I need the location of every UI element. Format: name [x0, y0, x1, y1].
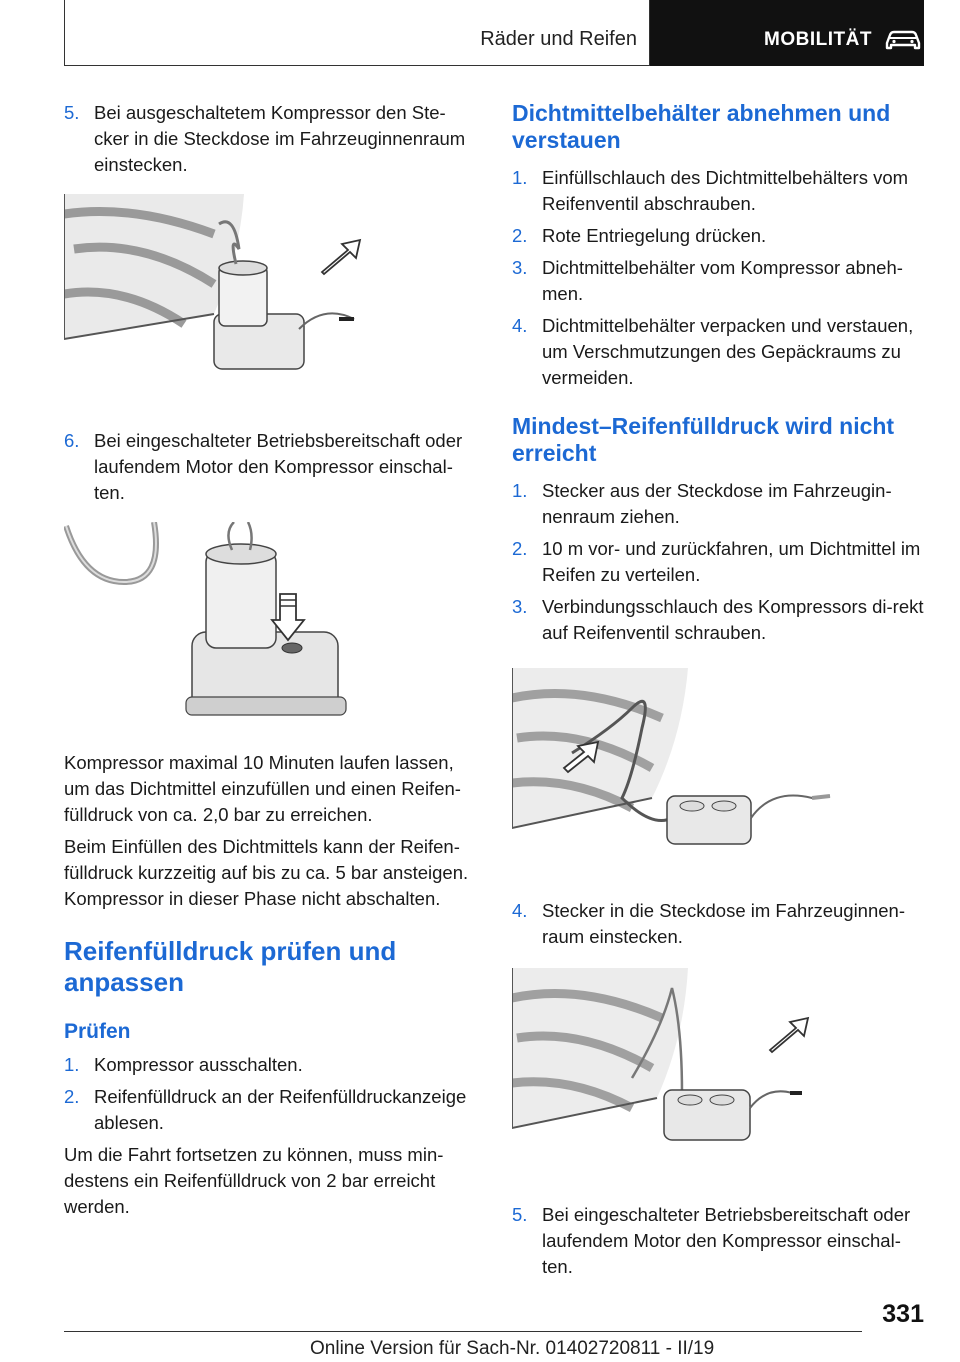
illustration-compressor-plug: [64, 194, 478, 394]
paragraph-run-compressor: Kompressor maximal 10 Minuten laufen lassen, um das Dichtmittel einzufüllen und einen Reifen‐fülldruck von ca. 2,0 bar zu erreichen.: [64, 752, 461, 825]
heading-check-pressure: Reifenfülldruck prüfen und anpassen: [64, 936, 397, 997]
step-text: 10 m vor- und zurückfahren, um Dichtmittel im Reifen zu verteilen.: [542, 538, 921, 585]
step-text: Reifenfülldruck an der Reifenfülldruckanzeige ablesen.: [94, 1086, 467, 1133]
check-step-2: [64, 1084, 478, 1136]
step-number: 1.: [64, 1054, 80, 1075]
step-number: 2.: [512, 538, 528, 559]
step-text: Stecker aus der Steckdose im Fahrzeugin‐nenraum ziehen.: [542, 480, 892, 527]
step-number: 5.: [512, 1204, 528, 1225]
left-column: [64, 100, 478, 1220]
step-text: Rote Entriegelung drücken.: [542, 225, 767, 246]
step-number: 3.: [512, 257, 528, 278]
heading-minimum-pressure-not-reached: Mindest–Reifenfülldruck wird nicht erreicht: [512, 413, 895, 466]
section-tab: [64, 0, 650, 66]
paragraph-minimum-pressure: Um die Fahrt fortsetzen zu können, muss min‐destens ein Reifenfülldruck von 2 bar erreicht werden.: [64, 1144, 444, 1217]
step-number: 6.: [64, 430, 80, 451]
min-step-4: [512, 898, 926, 950]
step-number: 2.: [512, 225, 528, 246]
illustration-hose-to-valve: [512, 668, 926, 868]
step-text: Bei eingeschalteter Betriebsbereitschaft oder laufendem Motor den Kompressor einschal‐ten.: [94, 430, 463, 503]
step-number: 5.: [64, 102, 80, 123]
remove-step-1: [512, 165, 926, 217]
step-text: Verbindungsschlauch des Kompressors di‐rekt auf Reifenventil schrauben.: [542, 596, 924, 643]
footer-text: Online Version für Sach-Nr. 01402720811 - II/19: [310, 1338, 715, 1359]
step-number: 1.: [512, 480, 528, 501]
step-text: Stecker in die Steckdose im Fahrzeuginnen‐raum einstecken.: [542, 900, 905, 947]
step-text: Dichtmittelbehälter vom Kompressor abneh‐men.: [542, 257, 903, 304]
car-icon: [884, 29, 922, 51]
heading-remove-container: Dichtmittelbehälter abnehmen und verstauen: [512, 100, 891, 153]
paragraph-pressure-rise: Beim Einfüllen des Dichtmittels kann der Reifen‐fülldruck kurzzeitig auf bis zu ca. 5 bar ansteigen. Kompressor in dieser Phase nicht abschalten.: [64, 836, 469, 909]
section-title: Räder und Reifen: [480, 28, 637, 50]
illustration-plug-socket: [512, 968, 926, 1168]
illustration-compressor-switch: [64, 522, 478, 722]
step-number: 4.: [512, 900, 528, 921]
remove-step-2: [512, 223, 926, 249]
step-text: Dichtmittelbehälter verpacken und verstauen, um Verschmutzungen des Gepäckraums zu vermeiden.: [542, 315, 914, 388]
footer-divider: [64, 1331, 862, 1332]
step-6-switch-on: [64, 428, 478, 506]
min-step-3: [512, 594, 926, 646]
subheading-check: Prüfen: [64, 1020, 131, 1043]
chapter-tab: [650, 0, 924, 66]
step-number: 1.: [512, 167, 528, 188]
chapter-title: MOBILITÄT: [764, 29, 872, 50]
step-number: 2.: [64, 1086, 80, 1107]
step-text: Einfüllschlauch des Dichtmittelbehälters vom Reifenventil abschrauben.: [542, 167, 909, 214]
step-text: Bei ausgeschaltetem Kompressor den Ste‐cker in die Steckdose im Fahrzeuginnenraum einstecken.: [94, 102, 466, 175]
step-text: Bei eingeschalteter Betriebsbereitschaft oder laufendem Motor den Kompressor einschal‐ten.: [542, 1204, 911, 1277]
check-step-1: [64, 1052, 478, 1078]
remove-step-4: [512, 313, 926, 391]
step-5-plug-in: [64, 100, 478, 178]
step-text: Kompressor ausschalten.: [94, 1054, 303, 1075]
right-column: [512, 100, 926, 1280]
min-step-2: [512, 536, 926, 588]
step-number: 3.: [512, 596, 528, 617]
min-step-1: [512, 478, 926, 530]
remove-step-3: [512, 255, 926, 307]
page-number: 331: [882, 1300, 924, 1328]
min-step-5: [512, 1202, 926, 1280]
page-header: [64, 0, 924, 66]
step-number: 4.: [512, 315, 528, 336]
